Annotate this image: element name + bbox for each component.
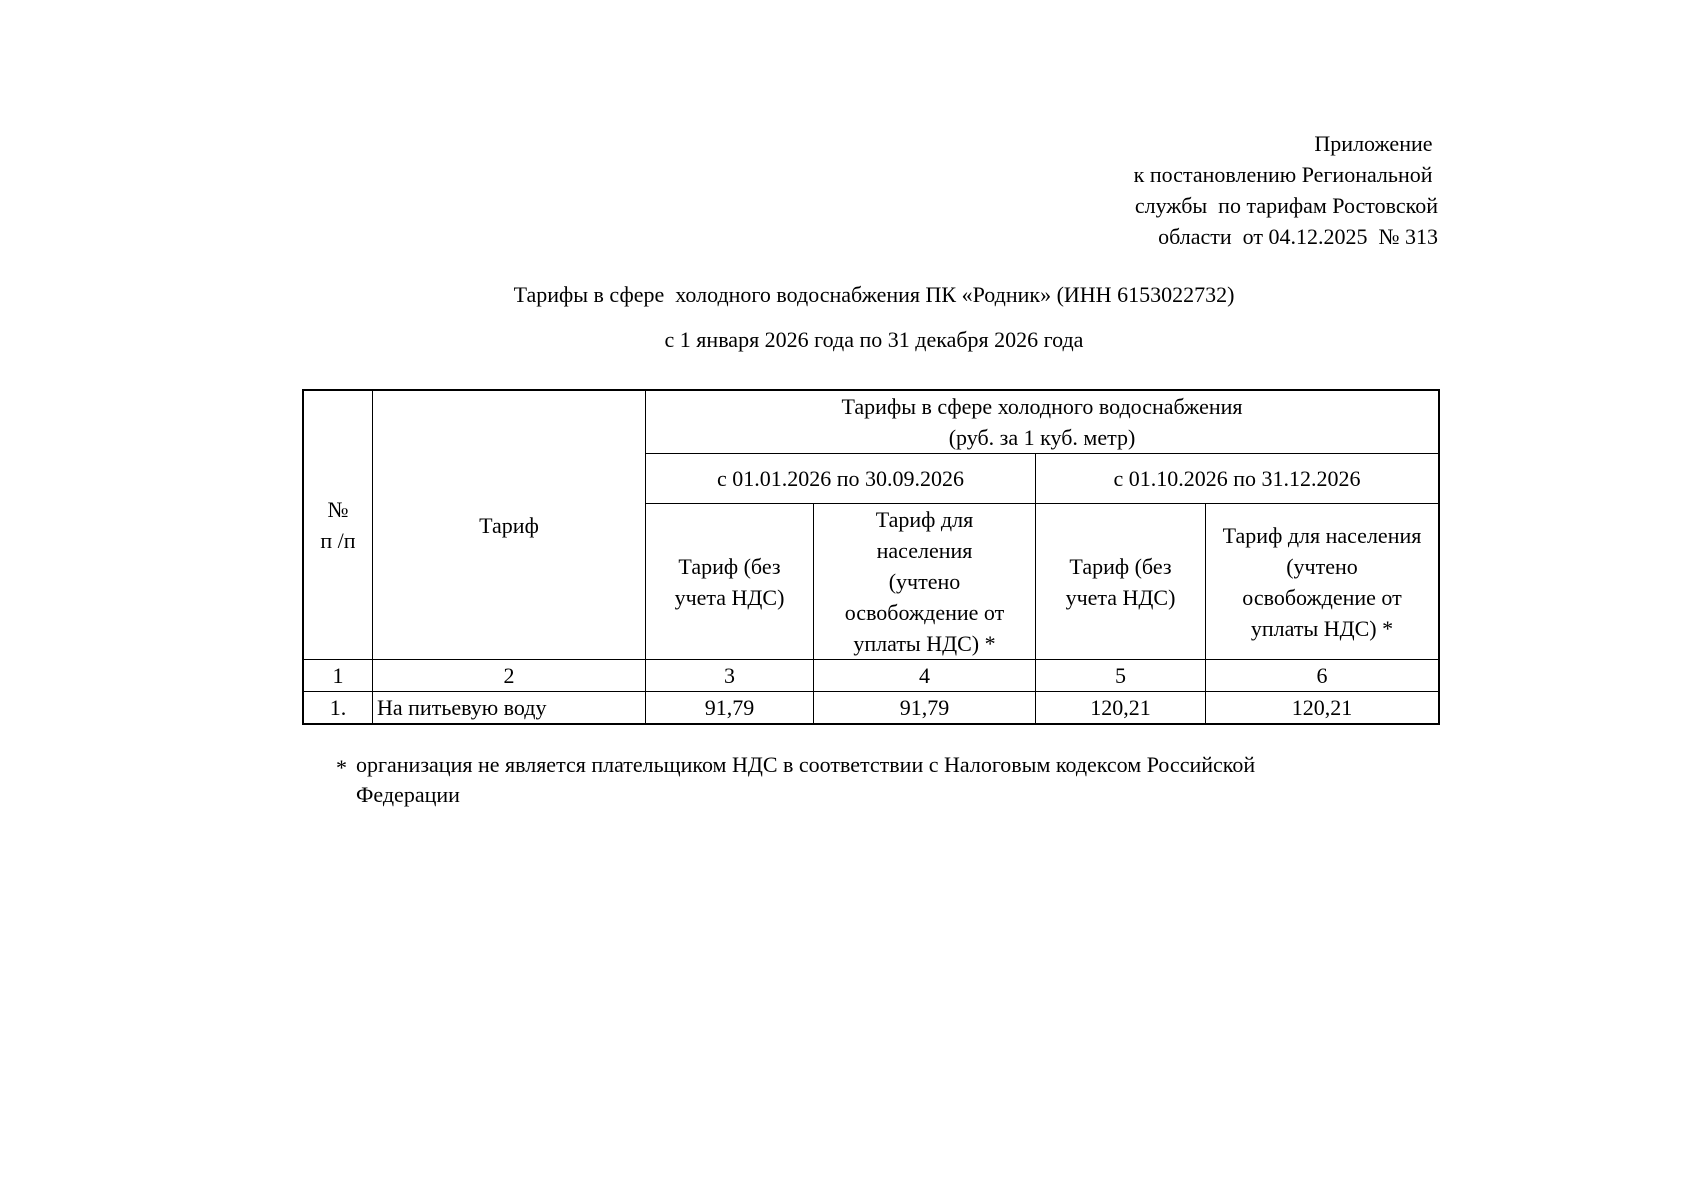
header-col-3-line-1: Тариф (без: [678, 553, 781, 579]
header-number-line-2: п /п: [320, 528, 356, 553]
column-number-4: 4: [814, 660, 1036, 692]
tariff-table: [303, 390, 1439, 724]
footnote-asterisk: *: [336, 755, 347, 780]
table-row: [304, 692, 1439, 724]
column-numbers-row: [304, 660, 1439, 692]
appendix-block: [1134, 128, 1438, 252]
header-number-line-1: №: [327, 497, 349, 522]
header-col-6-line-3: освобождение от: [1242, 584, 1402, 610]
header-col-6-line-4: уплаты НДС) *: [1250, 615, 1394, 641]
document-period: с 1 января 2026 года по 31 декабря 2026 года: [664, 327, 1084, 352]
header-col-3-line-2: учета НДС): [674, 584, 785, 610]
footnote-line-1: организация не является плательщиком НДС в соответствии с Налоговым кодексом Российской: [356, 752, 1256, 777]
row-value-col-5: 120,21: [1036, 692, 1206, 724]
header-number: [304, 391, 373, 660]
column-number-3: 3: [646, 660, 814, 692]
header-period-1: с 01.01.2026 по 30.09.2026: [646, 454, 1036, 504]
header-col-3: [646, 504, 814, 660]
appendix-line-1: Приложение: [1314, 131, 1438, 156]
header-col-6: [1206, 504, 1439, 660]
header-col-5-line-1: Тариф (без: [1069, 553, 1172, 579]
column-number-1: 1: [304, 660, 373, 692]
header-col-4-line-3: (учтено: [888, 569, 961, 594]
row-value-col-6: 120,21: [1206, 692, 1439, 724]
header-group-line-1: Тарифы в сфере холодного водоснабжения: [841, 394, 1243, 419]
row-value-col-3: 91,79: [646, 692, 814, 724]
row-number: 1.: [304, 692, 373, 724]
header-col-4-line-5: уплаты НДС) *: [853, 631, 996, 656]
appendix-line-2: к постановлению Региональной: [1133, 162, 1438, 187]
column-number-5: 5: [1036, 660, 1206, 692]
document-title: Тарифы в сфере холодного водоснабжения ПК «Родник» (ИНН 6153022732): [513, 282, 1235, 307]
header-col-6-line-1: Тариф для населения: [1222, 522, 1422, 548]
header-group: [646, 391, 1439, 454]
appendix-line-3: службы по тарифам Ростовской: [1134, 193, 1438, 218]
header-col-6-line-2: (учтено: [1286, 553, 1358, 579]
appendix-line-4: области от 04.12.2025 № 313: [1158, 224, 1438, 249]
header-col-4: [814, 504, 1036, 660]
header-col-5: [1036, 504, 1206, 660]
column-number-6: 6: [1206, 660, 1439, 692]
row-value-col-4: 91,79: [814, 692, 1036, 724]
header-tariff-label: Тариф: [479, 512, 539, 538]
header-col-4-line-2: населения: [876, 538, 973, 563]
footnote: [336, 750, 1416, 810]
header-tariff: [373, 391, 646, 660]
header-group-line-2: (руб. за 1 куб. метр): [948, 425, 1136, 450]
footnote-line-2: Федерации: [356, 782, 460, 807]
column-number-2: 2: [373, 660, 646, 692]
header-period-2: с 01.10.2026 по 31.12.2026: [1036, 454, 1439, 504]
row-tariff-name: На питьевую воду: [373, 692, 646, 724]
header-col-4-line-1: Тариф для: [875, 507, 974, 532]
header-col-4-line-4: освобождение от: [844, 600, 1005, 625]
header-col-5-line-2: учета НДС): [1065, 584, 1176, 610]
